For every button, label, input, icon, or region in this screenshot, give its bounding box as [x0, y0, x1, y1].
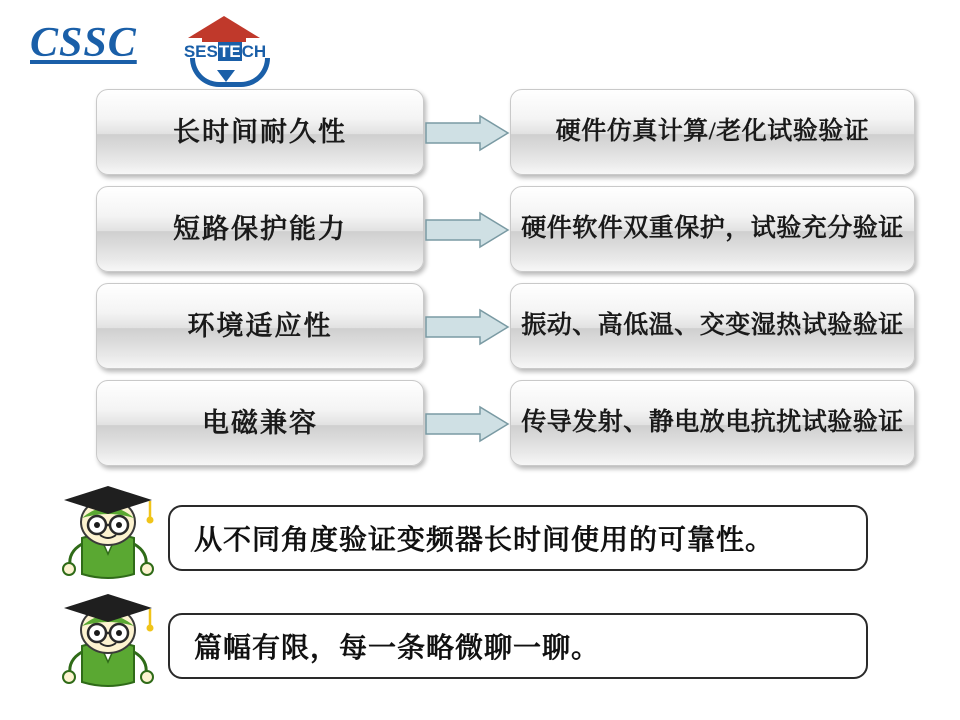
sestech-text-mid: TE [218, 42, 241, 61]
flow-left-label: 长时间耐久性 [173, 116, 347, 147]
flow-left-box[interactable] [96, 380, 424, 466]
flow-right-label: 振动、高低温、交变湿热试验验证 [521, 312, 904, 339]
flow-left-label: 环境适应性 [187, 310, 333, 341]
flow-row [0, 375, 960, 472]
sestech-text-suffix: CH [241, 42, 267, 61]
flow-left-box[interactable] [96, 283, 424, 369]
flow-left-label: 短路保护能力 [173, 213, 347, 244]
cssc-logo [30, 22, 137, 64]
flow-row [0, 278, 960, 375]
flow-right-label: 传导发射、静电放电抗扰试验验证 [521, 409, 904, 436]
flow-right-label: 硬件软件双重保护，试验充分验证 [521, 215, 904, 242]
flow-right-box[interactable] [510, 283, 915, 369]
callout-text: 从不同角度验证变频器长时间使用的可靠性。 [194, 525, 775, 556]
callout-box [168, 505, 868, 571]
right-arrow-icon [424, 308, 510, 346]
flow-right-box[interactable] [510, 186, 915, 272]
right-arrow-icon [424, 114, 510, 152]
sestech-down-arrow-icon [217, 70, 235, 82]
cssc-logo-text: CSSC [30, 20, 137, 66]
flow-row [0, 181, 960, 278]
flow-diagram [0, 84, 960, 472]
sestech-logo [170, 14, 280, 82]
logo-bar [0, 0, 960, 84]
flow-right-box[interactable] [510, 89, 915, 175]
sestech-house-icon [188, 14, 260, 44]
flow-right-box[interactable] [510, 380, 915, 466]
flow-left-box[interactable] [96, 186, 424, 272]
graduate-mascot-icon [52, 482, 164, 586]
graduate-mascot-icon [52, 590, 164, 694]
flow-left-label: 电磁兼容 [202, 407, 318, 438]
right-arrow-icon [424, 211, 510, 249]
callout-text: 篇幅有限，每一条略微聊一聊。 [194, 633, 601, 664]
flow-right-label: 硬件仿真计算/老化试验验证 [555, 118, 870, 145]
callout-box [168, 613, 868, 679]
sestech-text-prefix: SES [183, 42, 218, 61]
right-arrow-icon [424, 405, 510, 443]
flow-left-box[interactable] [96, 89, 424, 175]
flow-row [0, 84, 960, 181]
